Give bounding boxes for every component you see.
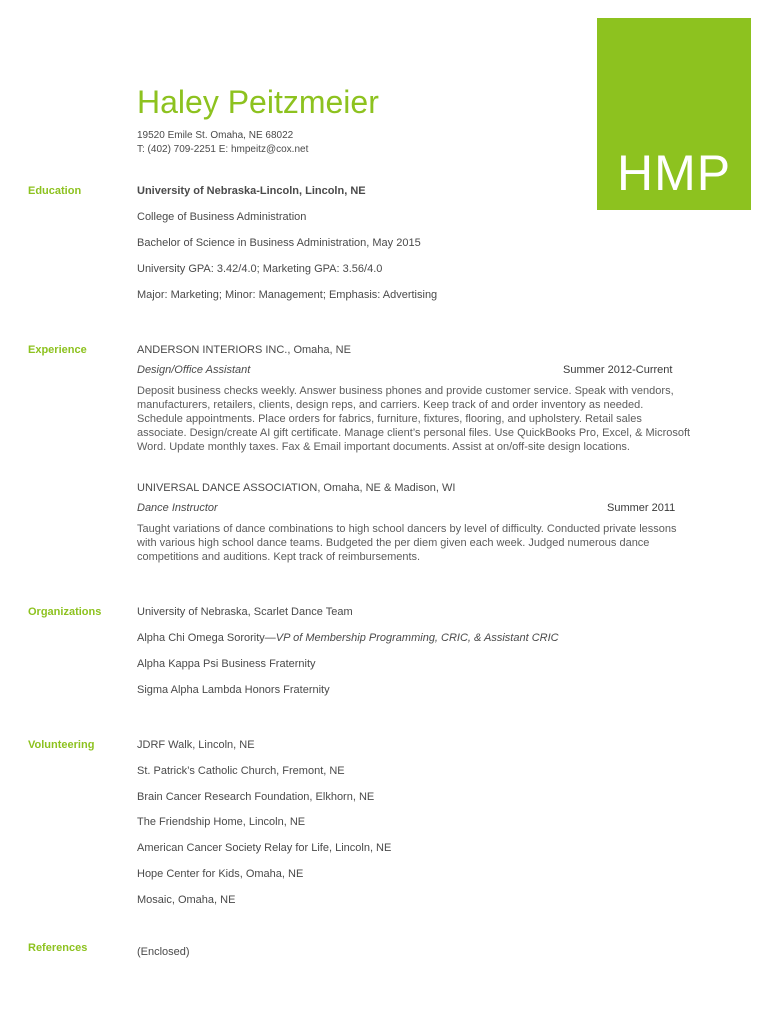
education-major: Major: Marketing; Minor: Management; Emphasis: Advertising [137,289,438,301]
job-title: Dance Instructor [137,502,218,514]
volunteer-item: Hope Center for Kids, Omaha, NE [137,868,304,880]
volunteer-item: American Cancer Society Relay for Life, Lincoln, NE [137,842,392,854]
references-text: (Enclosed) [137,946,190,958]
organization-role: VP of Membership Programming, CRIC, & Assistant CRIC [275,632,559,644]
organization-item [137,632,559,644]
section-label-references: References [28,942,88,954]
volunteer-item: Mosaic, Omaha, NE [137,894,236,906]
education-gpa: University GPA: 3.42/4.0; Marketing GPA: 3.56/4.0 [137,263,383,275]
organization-name: Alpha Chi Omega Sorority— [137,632,276,644]
contact-line: T: (402) 709-2251 E: hmpeitz@cox.net [137,144,309,155]
job-dates: Summer 2012-Current [563,364,673,376]
address-line: 19520 Emile St. Omaha, NE 68022 [137,130,294,141]
section-label-education: Education [28,185,82,197]
organization-name: Sigma Alpha Lambda Honors Fraternity [137,684,330,696]
job-description: Taught variations of dance combinations to high school dancers by level of difficulty. Conducted private lessons with various high school dance teams. Budgeted the per diem given each week. Judged numerous dance competitions and auditions. Kept track of reimbursements. [137,523,677,563]
job-employer: UNIVERSAL DANCE ASSOCIATION, Omaha, NE & Madison, WI [137,482,456,494]
education-degree: Bachelor of Science in Business Administration, May 2015 [137,237,421,249]
volunteer-item: Brain Cancer Research Foundation, Elkhorn, NE [137,791,375,803]
organization-item [137,606,353,618]
organization-item [137,658,316,670]
volunteer-item: The Friendship Home, Lincoln, NE [137,816,306,828]
monogram-block [597,18,751,210]
monogram-initials: HMP [617,145,732,201]
job-title: Design/Office Assistant [137,364,251,376]
job-employer: ANDERSON INTERIORS INC., Omaha, NE [137,344,351,356]
section-label-experience: Experience [28,344,87,356]
volunteer-item: St. Patrick’s Catholic Church, Fremont, NE [137,765,345,777]
section-label-volunteering: Volunteering [28,739,95,751]
job-description: Deposit business checks weekly. Answer business phones and provide customer service. Speak with vendors, manufacturers, retailers, clients, design reps, and carriers. Keep track of and order inventory as needed. Schedule appointments. Place orders for fabrics, furniture, fixtures, flooring, and upholstery. Retail sales associate. Design/create AI gift certificate. Manage client’s personal files. Use QuickBooks Pro, Excel, & Microsoft Word. Update monthly taxes. Fax & Email important documents. Assist at on/off-site design locations. [137,385,691,453]
job-dates: Summer 2011 [607,502,676,514]
organization-name: Alpha Kappa Psi Business Fraternity [137,658,316,670]
organization-item [137,684,330,696]
volunteer-item: JDRF Walk, Lincoln, NE [137,739,255,751]
resume-name: Haley Peitzmeier [137,84,379,120]
section-label-organizations: Organizations [28,606,102,618]
organization-name: University of Nebraska, Scarlet Dance Team [137,606,353,618]
education-school: University of Nebraska-Lincoln, Lincoln, NE [137,185,366,197]
education-college: College of Business Administration [137,211,307,223]
